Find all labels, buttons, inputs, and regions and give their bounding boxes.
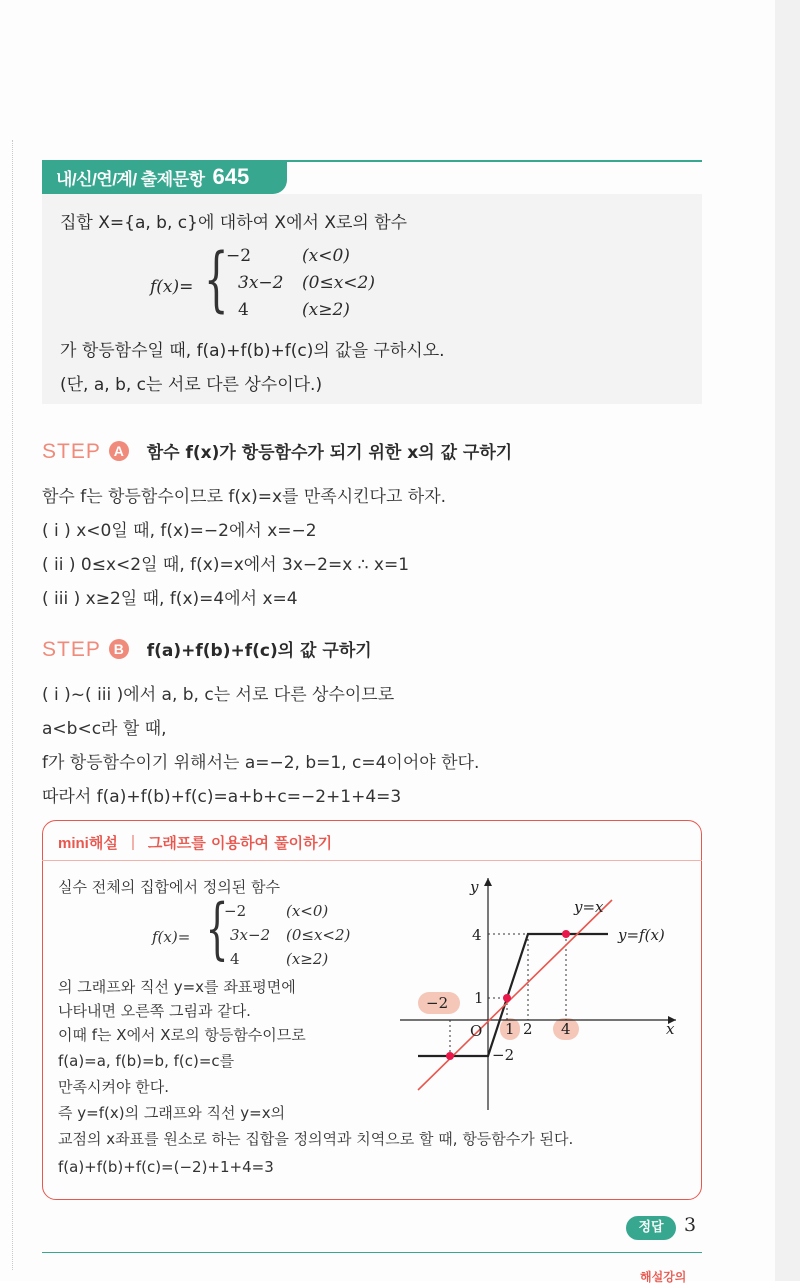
problem-number: 645 bbox=[212, 164, 250, 189]
x-axis-label: x bbox=[666, 1020, 675, 1038]
problem-line-1: 집합 X={a, b, c}에 대하여 X에서 X로의 함수 bbox=[60, 213, 408, 233]
mini-line-6: 만족시켜야 한다. bbox=[58, 1078, 169, 1096]
problem-case-3-expr: 4 bbox=[238, 300, 249, 320]
y-axis-arrow bbox=[484, 878, 492, 886]
mini-line-2: 의 그래프와 직선 y=x를 좌표평면에 bbox=[58, 978, 296, 996]
problem-case-3-cond: (x≥2) bbox=[302, 300, 350, 320]
x-tick-2: 2 bbox=[523, 1020, 533, 1038]
y-tick-neg2: −2 bbox=[492, 1046, 515, 1064]
mini-line-8: 교점의 x좌표를 원소로 하는 집합을 정의역과 치역으로 할 때, 항등함수가 된다. bbox=[58, 1130, 574, 1148]
mini-line-4: 이때 f는 X에서 X로의 항등함수이므로 bbox=[58, 1026, 306, 1044]
step-a-badge: A bbox=[109, 441, 129, 461]
mini-case-2-expr: 3x−2 bbox=[230, 926, 271, 944]
step-b-title: f(a)+f(b)+f(c)의 값 구하기 bbox=[146, 641, 372, 661]
x-tick-neg2: −2 bbox=[426, 994, 449, 1012]
step-a-word: STEP bbox=[42, 440, 101, 463]
step-b-word: STEP bbox=[42, 638, 101, 661]
problem-note: (단, a, b, c는 서로 다른 상수이다.) bbox=[60, 375, 323, 395]
problem-line-2: 가 항등함수일 때, f(a)+f(b)+f(c)의 값을 구하시오. bbox=[60, 341, 445, 361]
problem-case-2-cond: (0≤x<2) bbox=[302, 273, 375, 293]
mini-line-5: f(a)=a, f(b)=b, f(c)=c를 bbox=[58, 1052, 235, 1070]
mini-case-1-expr: −2 bbox=[224, 902, 247, 920]
answer-badge: 정답 bbox=[626, 1216, 676, 1240]
tag-text: 내/신/연/계/ 출제문항 bbox=[56, 169, 205, 189]
mini-f-label: f(x)= bbox=[152, 928, 191, 946]
step-a-line-1: 함수 f는 항등함수이므로 f(x)=x를 만족시킨다고 하자. bbox=[42, 487, 447, 507]
step-b-badge: B bbox=[109, 639, 129, 659]
curve-label: y=f(x) bbox=[618, 926, 665, 944]
y-axis-label: y bbox=[470, 878, 479, 896]
mini-line-9: f(a)+f(b)+f(c)=(−2)+1+4=3 bbox=[58, 1158, 274, 1176]
mini-line-1: 실수 전체의 집합에서 정의된 함수 bbox=[58, 878, 280, 896]
intersection-point bbox=[446, 1052, 454, 1060]
problem-case-1-cond: (x<0) bbox=[302, 246, 350, 266]
line-label: y=x bbox=[574, 898, 604, 916]
mini-case-2-cond: (0≤x<2) bbox=[286, 926, 351, 944]
x-tick-4: 4 bbox=[561, 1020, 571, 1038]
mini-case-3-expr: 4 bbox=[230, 950, 240, 968]
mini-title: 그래프를 이용하여 풀이하기 bbox=[147, 834, 333, 852]
step-b-line-4: 따라서 f(a)+f(b)+f(c)=a+b+c=−2+1+4=3 bbox=[42, 787, 402, 807]
problem-brace: { bbox=[204, 238, 229, 320]
mini-line-7: 즉 y=f(x)의 그래프와 직선 y=x의 bbox=[58, 1104, 286, 1122]
y-tick-1: 1 bbox=[474, 989, 484, 1007]
step-a-line-4: ( iii ) x≥2일 때, f(x)=4에서 x=4 bbox=[42, 589, 298, 609]
footer-label: 해설강의 bbox=[640, 1270, 687, 1284]
mini-case-1-cond: (x<0) bbox=[286, 902, 329, 920]
step-a-line-2: ( i ) x<0일 때, f(x)=−2에서 x=−2 bbox=[42, 521, 317, 541]
answer-value: 3 bbox=[684, 1214, 697, 1236]
intersection-point bbox=[562, 930, 570, 938]
problem-case-2-expr: 3x−2 bbox=[238, 273, 284, 293]
step-a-line-3: ( ii ) 0≤x<2일 때, f(x)=x에서 3x−2=x ∴ x=1 bbox=[42, 555, 410, 575]
step-b-line-3: f가 항등함수이기 위해서는 a=−2, b=1, c=4이어야 한다. bbox=[42, 753, 480, 773]
step-a-title: 함수 f(x)가 항등함수가 되기 위한 x의 값 구하기 bbox=[146, 443, 513, 463]
origin-label: O bbox=[470, 1022, 483, 1040]
mini-brace: { bbox=[205, 890, 229, 967]
intersection-point bbox=[503, 994, 511, 1002]
problem-case-1-expr: −2 bbox=[226, 246, 252, 266]
mini-line-3: 나타내면 오른쪽 그림과 같다. bbox=[58, 1002, 251, 1020]
step-b-line-1: ( i )~( iii )에서 a, b, c는 서로 다른 상수이므로 bbox=[42, 685, 395, 705]
y-tick-4: 4 bbox=[472, 926, 482, 944]
bottom-rule bbox=[42, 1252, 702, 1253]
mini-case-3-cond: (x≥2) bbox=[286, 950, 329, 968]
problem-f-label: f(x)= bbox=[150, 277, 194, 297]
mini-label: mini해설 bbox=[58, 835, 118, 852]
step-b-line-2: a<b<c라 할 때, bbox=[42, 719, 167, 739]
x-tick-1: 1 bbox=[505, 1020, 515, 1038]
